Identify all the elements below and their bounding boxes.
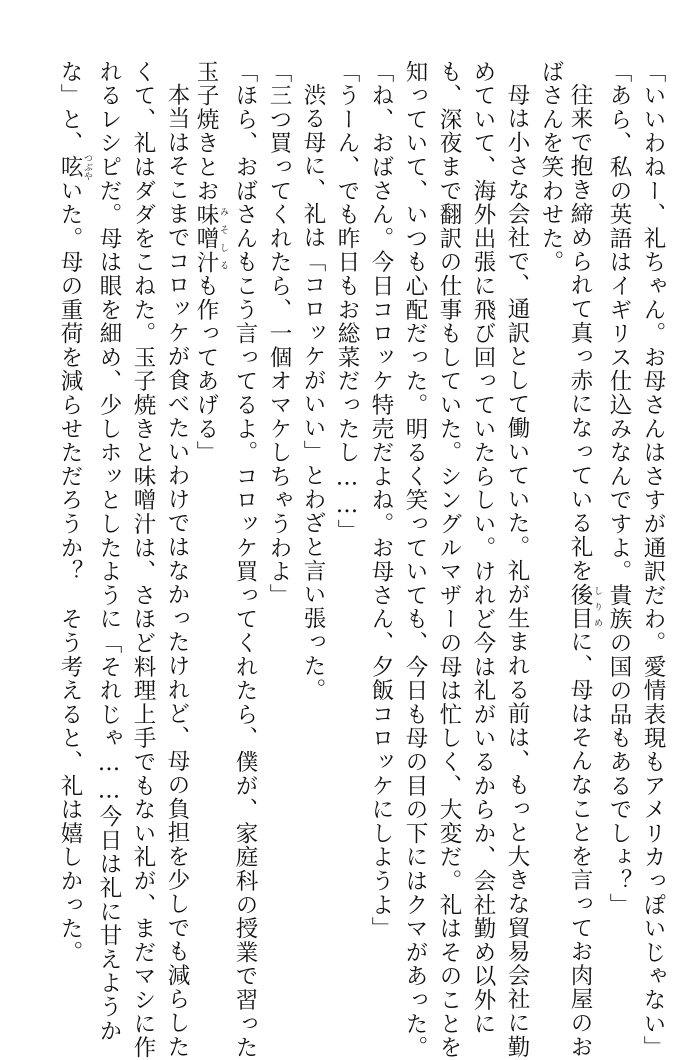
text-column-12: 「三つ買ってくれたら、一個オマケしちゃうわよ」 — [266, 60, 292, 608]
text-column-9: 「ね、おばさん。今日コロッケ特売だよね。お母さん、夕飯コロッケにしようよ」 — [368, 60, 394, 941]
ruby-tsubuyaita: 呟 つぶや — [57, 153, 92, 181]
text-column-8: 知っていて、いつも心配だった。明るく笑っていても、今日も母の目の下にはクマがあった。 — [402, 60, 428, 1060]
ruby-misoshiru: 味噌汁 みそしる — [193, 202, 228, 275]
text-column-5: 母は小さな会社で、通訳として働いていた。礼が生まれる前は、もっと大きな貿易会社に勤 — [504, 83, 530, 1059]
text-column-15: 本当はそこまでコロッケが食べたいわけではなかったけれど、母の負担を少しでも減らした — [164, 83, 190, 1059]
text-column-4: ばさんを笑わせた。 — [538, 60, 564, 275]
text-column-7: も、深夜まで翻訳の仕事もしていた。シングルマザーの母は忙しく、大変だ。礼はそのことを — [436, 60, 462, 1060]
text-column-17: れるレシピだ。母は眼を細め、少しホッとしたように「それじゃ……今日は礼に甘えようか — [96, 60, 122, 1043]
text-column-1: 「いいわねー、礼ちゃん。お母さんはさすが通訳だわ。愛情表現もアメリカっぽいじゃない」 — [640, 60, 666, 1060]
text-column-10: 「うーん、でも昨日もお総菜だったし……」 — [334, 60, 360, 543]
text-column-14: 玉子焼きとお味噌汁 みそしるも作ってあげる」 — [193, 60, 228, 465]
text-column-6: めていて、海外出張に飛び回っていたらしい。けれど今は礼がいるからか、会社勤め以外に — [470, 60, 496, 1036]
ruby-shirime-reading: しりめ — [592, 582, 602, 631]
ruby-tsubuyaita-reading: つぶや — [82, 153, 92, 181]
text-column-11: 渋る母に、礼は「コロッケがいい」とわざと言い張った。 — [300, 83, 326, 702]
text-column-2: 「あら、私の英語はイギリス仕込みなんですよ。貴族の国の品もあるでしょ？」 — [606, 60, 632, 917]
text-column-3: 往来で抱き締められて真っ赤になっている礼を後目 しりめに、母はそんなことを言ってお肉屋のお — [567, 83, 602, 1059]
text-column-18: な」と、呟 つぶやいた。母の重荷を減らせただろうか？ そう考えると、礼は嬉しかった。 — [57, 60, 92, 965]
text-column-13: 「ほら、おばさんもこう言ってるよ。コロッケ買ってくれたら、僕が、家庭科の授業で習った — [232, 60, 258, 1060]
ruby-misoshiru-reading: みそしる — [218, 202, 228, 275]
text-column-16: くて、礼はダダをこねた。玉子焼きと味噌汁は、さほど料理上手でもない礼が、まだマシに作 — [130, 60, 156, 1060]
ruby-shirime: 後目 しりめ — [567, 582, 602, 631]
